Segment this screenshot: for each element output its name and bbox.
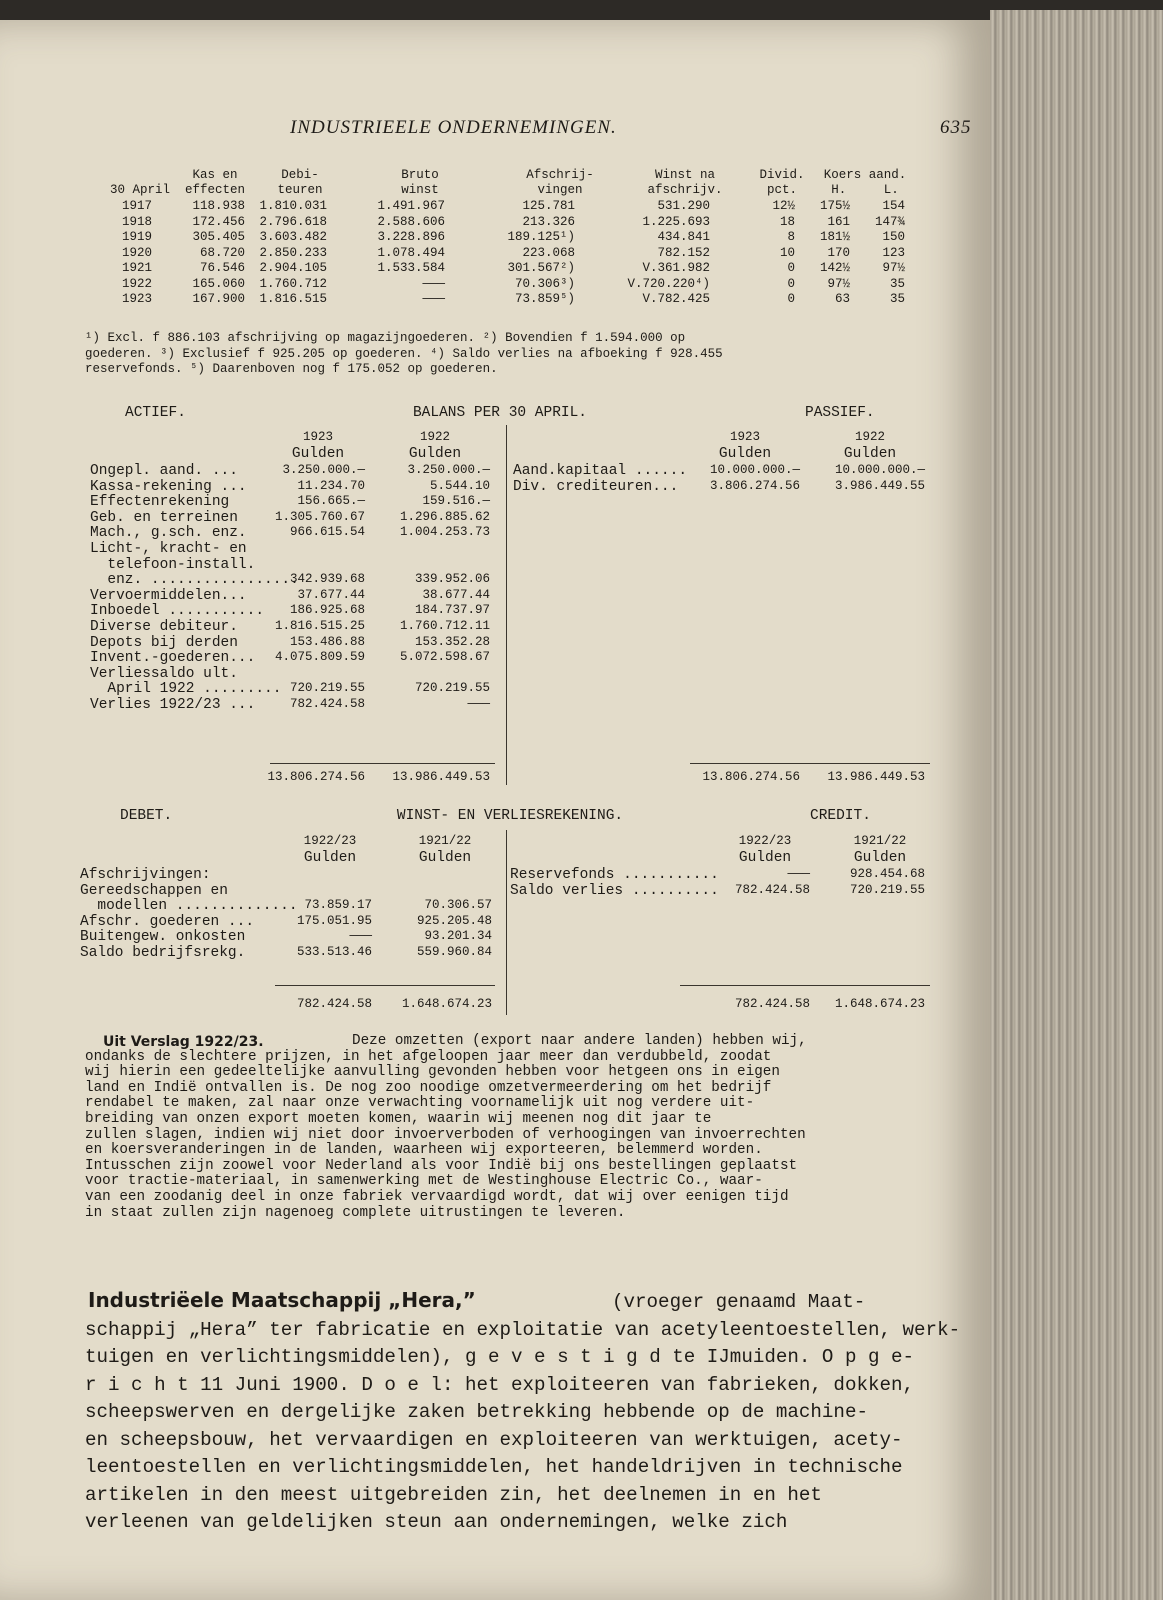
actief-value-1923: 966.615.54: [289, 525, 365, 540]
total-value: 13.986.449.53: [392, 770, 490, 784]
entry-line: schappij „Hera” ter fabricatie en exploitatie van acetyleentoestellen, werk-: [85, 1318, 961, 1341]
debet-value-1922-23: 175.051.95: [296, 913, 372, 928]
year-header: 1921/22: [418, 834, 472, 848]
unit-header: Gulden: [718, 446, 772, 462]
table-cell: 161: [827, 214, 850, 229]
table-cell: 1.078.494: [377, 245, 445, 260]
actief-item: Verliessaldo ult.: [90, 665, 238, 682]
unit-header: Gulden: [738, 850, 792, 866]
table-cell: 2.588.606: [377, 214, 445, 229]
credit-item: Reservefonds ...........: [510, 867, 719, 883]
entry-line: scheepswerven en dergelijke zaken betrekking hebbende op de machine-: [85, 1401, 868, 1423]
table-cell: 1.533.584: [377, 261, 445, 275]
section-title: BALANS PER 30 APRIL.: [412, 405, 588, 421]
passief-value-1922: 3.986.449.55: [834, 478, 925, 493]
debet-value-1922-23: 533.513.46: [296, 945, 372, 959]
debet-item: Buitengew. onkosten: [80, 929, 246, 946]
year-header: 1922/23: [303, 834, 357, 848]
table-cell: 154: [882, 199, 905, 213]
total-value: 13.986.449.53: [827, 770, 925, 784]
entry-line: (vroeger genaamd Maat-: [612, 1291, 866, 1313]
entry-line: tuigen en verlichtingsmiddelen), g e v e s t i g d te IJmuiden. O p g e-: [85, 1346, 915, 1368]
report-line: en koersveranderingen in de landen, waarheen wij exporteeren, belemmerd worden.: [85, 1142, 763, 1159]
year-header: 1923: [302, 430, 333, 444]
report-line: zullen slagen, indien wij niet door invoerverboden of verhoogingen van invoerrechten: [85, 1126, 806, 1143]
table-cell: ———: [422, 276, 445, 291]
table-cell: 123: [882, 245, 905, 260]
actief-item: Vervoermiddelen...: [90, 587, 247, 604]
debet-item: Afschrijvingen:: [80, 867, 211, 883]
report-line: Intusschen zijn zoowel voor Nederland als voor Indië bij ons bestellingen geplaatst: [85, 1157, 798, 1174]
table-cell: 10: [779, 245, 795, 260]
table-cell: 1.225.693: [642, 214, 710, 229]
debet-value-1922-23: 73.859.17: [304, 898, 372, 913]
actief-value-1922: 1.760.712.11: [399, 619, 490, 633]
year-header: 1922: [854, 430, 885, 444]
debet-item: Afschr. goederen ...: [80, 913, 255, 930]
column-header: effecten: [184, 183, 245, 197]
debet-value-1921-22: 93.201.34: [424, 929, 492, 944]
unit-header: Gulden: [408, 446, 462, 462]
year-header: 1923: [729, 430, 760, 444]
table-cell: 2.904.105: [259, 261, 327, 275]
credit-value-1922-23: ———: [787, 867, 810, 881]
actief-item: Depots bij derden: [90, 634, 238, 651]
passief-value-1922: 10.000.000.—: [834, 463, 925, 477]
table-cell: 97½: [827, 276, 850, 291]
table-cell: 35: [889, 292, 905, 306]
table-cell: 12½: [772, 199, 795, 213]
table-cell: 3.228.896: [377, 230, 445, 244]
year-cell: 1918: [122, 214, 153, 229]
column-header: H. L.: [831, 183, 899, 197]
table-cell: V.361.982: [642, 261, 710, 275]
table-cell: 223.068: [522, 245, 575, 260]
table-cell: 70.306³): [514, 276, 575, 291]
column-header: Afschrij-: [526, 168, 594, 182]
actief-value-1923: 156.665.—: [297, 494, 365, 509]
actief-value-1923: 4.075.809.59: [274, 650, 365, 665]
actief-value-1922: 339.952.06: [414, 572, 490, 587]
table-cell: 213.326: [522, 214, 575, 229]
actief-item: Geb. en terreinen: [90, 509, 238, 526]
page-edges: [990, 10, 1163, 1600]
total-value: 1.648.674.23: [401, 997, 492, 1011]
total-rule: [690, 763, 930, 764]
entry-line: verleenen van geldelijken steun aan ondernemingen, welke zich: [85, 1511, 788, 1533]
table-cell: 165.060: [192, 276, 245, 291]
actief-value-1922: 720.219.55: [414, 681, 490, 696]
year-cell: 1919: [122, 230, 153, 244]
report-lead: Uit Verslag 1922/23.: [103, 1034, 264, 1050]
year-header: 1922: [419, 430, 450, 444]
column-header: Bruto: [401, 168, 439, 182]
actief-value-1922: 5.072.598.67: [399, 650, 490, 665]
table-cell: 1.760.712: [259, 276, 327, 291]
debet-item: modellen ..............: [80, 898, 298, 915]
table-cell: 189.125¹): [507, 230, 575, 244]
table-cell: 2.796.618: [259, 214, 327, 229]
table-cell: V.720.220⁴): [627, 276, 710, 291]
actief-value-1922: 5.544.10: [429, 478, 490, 493]
table-cell: 305.405: [192, 230, 245, 244]
year-header: 1922/23: [738, 834, 792, 848]
column-header: Kas en: [192, 168, 238, 182]
actief-value-1922: 1.004.253.73: [399, 525, 490, 540]
passief-value-1923: 10.000.000.—: [709, 463, 800, 477]
actief-item: telefoon-install.: [90, 556, 256, 573]
actief-value-1923: 342.939.68: [289, 572, 365, 587]
actief-value-1922: ———: [467, 697, 490, 711]
actief-value-1922: 153.352.28: [414, 634, 490, 649]
table-cell: 1.491.967: [377, 199, 445, 213]
actief-item: Licht-, kracht- en: [90, 541, 247, 557]
table-cell: 434.841: [657, 230, 710, 244]
unit-header: Gulden: [418, 850, 472, 866]
column-header: Debi-: [281, 168, 319, 182]
column-divider: [506, 425, 507, 785]
report-line: ondanks de slechtere prijzen, in het afgeloopen jaar meer dan verdubbeld, zoodat: [85, 1048, 772, 1065]
actief-value-1923: 1.816.515.25: [274, 619, 365, 633]
passief-item: Div. crediteuren...: [513, 478, 679, 495]
actief-value-1923: 3.250.000.—: [282, 463, 365, 477]
table-cell: 181½: [819, 230, 850, 244]
actief-value-1923: 153.486.88: [289, 634, 365, 649]
running-head: INDUSTRIEELE ONDERNEMINGEN.: [290, 117, 617, 138]
report-line: Deze omzetten (export naar andere landen) hebben wij,: [352, 1033, 807, 1049]
table-cell: 301.567²): [507, 261, 575, 275]
actief-value-1922: 3.250.000.—: [407, 463, 490, 477]
table-cell: 0: [787, 292, 795, 306]
report-line: in staat zullen zijn nagenoeg complete uitrustingen te leveren.: [85, 1204, 626, 1221]
credit-value-1921-22: 720.219.55: [849, 882, 925, 897]
table-cell: 35: [889, 276, 905, 291]
year-cell: 1921: [122, 261, 153, 275]
table-cell: 175½: [819, 199, 850, 213]
column-header: Divid.: [759, 168, 805, 182]
unit-header: Gulden: [303, 850, 357, 866]
unit-header: Gulden: [291, 446, 345, 462]
table-cell: 172.456: [192, 214, 245, 229]
table-cell: 8: [787, 230, 795, 244]
year-cell: 1920: [122, 245, 153, 260]
total-value: 1.648.674.23: [834, 997, 925, 1011]
year-header: 1921/22: [853, 834, 907, 848]
column-header: teuren: [277, 183, 323, 197]
report-line: land en Indië ontvallen is. De nog zoo noodige omzetvermeerdering om het bedrijf: [85, 1079, 772, 1096]
report-line: voor tractie-materiaal, in samenwerking met de Westinghouse Electric Co., waar-: [85, 1173, 763, 1190]
actief-item: April 1922 .........: [90, 681, 282, 698]
column-header: winst: [401, 183, 439, 197]
actief-value-1923: 1.305.760.67: [274, 509, 365, 524]
actief-item: Ongepl. aand. ...: [90, 463, 238, 479]
debet-label: DEBET.: [120, 808, 173, 824]
footnote: goederen. ³) Exclusief f 925.205 op goederen. ⁴) Saldo verlies na afboeking f 928.455: [85, 346, 723, 361]
actief-value-1922: 1.296.885.62: [399, 509, 490, 524]
table-cell: 97½: [882, 261, 905, 275]
entry-line: r i c h t 11 Juni 1900. D o e l: het exploiteeren van fabrieken, dokken,: [85, 1373, 915, 1396]
table-cell: 118.938: [192, 199, 245, 213]
passief-label: PASSIEF.: [805, 405, 875, 421]
credit-label: CREDIT.: [810, 808, 871, 824]
table-cell: 18: [779, 214, 795, 229]
debet-value-1921-22: 559.960.84: [416, 945, 492, 959]
actief-value-1923: 782.424.58: [289, 697, 365, 711]
table-cell: 167.900: [192, 292, 245, 306]
actief-value-1922: 38.677.44: [422, 587, 490, 602]
column-header: afschrijv.: [647, 183, 723, 197]
table-cell: 150: [882, 230, 905, 244]
table-cell: 73.859⁵): [514, 292, 575, 306]
column-header: vingen: [537, 183, 583, 197]
table-cell: 531.290: [657, 199, 710, 213]
actief-item: Effectenrekening: [90, 494, 230, 511]
table-cell: V.782.425: [642, 292, 710, 306]
actief-item: Inboedel ...........: [90, 603, 265, 620]
actief-value-1922: 184.737.97: [414, 603, 490, 618]
actief-value-1923: 11.234.70: [297, 478, 365, 493]
passief-item: Aand.kapitaal ......: [513, 463, 688, 479]
table-cell: 76.546: [199, 261, 245, 275]
section-title: WINST- EN VERLIESREKENING.: [396, 808, 624, 824]
table-cell: 782.152: [657, 245, 710, 260]
debet-value-1921-22: 925.205.48: [416, 913, 492, 928]
unit-header: Gulden: [853, 850, 907, 866]
actief-item: enz. .................: [90, 572, 299, 589]
column-header: 30 April: [109, 183, 170, 197]
credit-item: Saldo verlies ..........: [510, 882, 719, 899]
actief-value-1923: 37.677.44: [297, 587, 365, 602]
column-header: Koers aand.: [823, 168, 907, 182]
column-header: Winst na: [654, 168, 715, 182]
actief-value-1923: 186.925.68: [289, 603, 365, 618]
report-line: breiding van onzen export moeten komen, waarin wij meenen nog dit jaar te: [85, 1111, 712, 1127]
table-cell: 125.781: [522, 199, 575, 213]
total-value: 782.424.58: [296, 997, 372, 1011]
column-divider: [506, 830, 507, 1015]
table-cell: 147¾: [874, 214, 905, 229]
table-cell: 1.816.515: [259, 292, 327, 306]
total-rule: [680, 985, 930, 986]
table-cell: 1.810.031: [259, 199, 327, 213]
debet-value-1922-23: ———: [349, 929, 372, 944]
actief-value-1923: 720.219.55: [289, 681, 365, 696]
total-value: 782.424.58: [734, 997, 810, 1011]
table-cell: 68.720: [199, 245, 245, 260]
company-heading: Industriëele Maatschappij „Hera,”: [88, 1288, 476, 1312]
entry-line: en scheepsbouw, het vervaardigen en exploiteeren van werktuigen, acety-: [85, 1428, 903, 1451]
actief-item: Mach., g.sch. enz.: [90, 525, 247, 542]
credit-value-1921-22: 928.454.68: [849, 867, 925, 881]
table-cell: 2.850.233: [259, 245, 327, 260]
year-cell: 1917: [122, 199, 153, 213]
unit-header: Gulden: [843, 446, 897, 462]
debet-item: Saldo bedrijfsrekg.: [80, 945, 246, 961]
entry-line: artikelen in den meest uitgebreiden zin, het deelnemen in en het: [85, 1483, 822, 1506]
table-cell: 0: [787, 261, 795, 275]
report-line: rendabel te maken, zal naar onze verwachting voornamelijk uit nog verdere uit-: [85, 1095, 755, 1112]
year-cell: 1922: [122, 276, 153, 291]
entry-line: leentoestellen en verlichtingsmiddelen, het handeldrijven in technische: [85, 1456, 903, 1478]
total-value: 13.806.274.56: [702, 770, 800, 784]
table-cell: ———: [422, 292, 445, 306]
report-line: van een zoodanig deel in onze fabriek vervaardigd wordt, dat wij over eenigen tijd: [85, 1189, 789, 1205]
table-cell: 3.603.482: [259, 230, 327, 244]
credit-value-1922-23: 782.424.58: [734, 882, 810, 897]
actief-label: ACTIEF.: [125, 405, 186, 421]
footnote: reservefonds. ⁵) Daarenboven nog f 175.052 op goederen.: [85, 362, 498, 376]
actief-value-1922: 159.516.—: [422, 494, 490, 509]
page-number: 635: [940, 117, 972, 138]
table-cell: 170: [827, 245, 850, 260]
actief-item: Kassa-rekening ...: [90, 478, 247, 495]
table-cell: 63: [834, 292, 850, 306]
total-rule: [275, 985, 495, 986]
debet-value-1921-22: 70.306.57: [424, 898, 492, 913]
total-value: 13.806.274.56: [267, 770, 365, 784]
actief-item: Diverse debiteur.: [90, 619, 238, 635]
debet-item: Gereedschappen en: [80, 882, 228, 899]
actief-item: Invent.-goederen...: [90, 650, 256, 667]
footnote: ¹) Excl. f 886.103 afschrijving op magazijngoederen. ²) Bovendien f 1.594.000 op: [85, 331, 686, 345]
year-cell: 1923: [122, 292, 153, 306]
column-header: pct.: [766, 183, 797, 197]
actief-item: Verlies 1922/23 ...: [90, 697, 256, 713]
report-line: wij hierin een gedeeltelijke aanvulling gevonden hebben voor hetgeen ons in eigen: [85, 1064, 780, 1081]
passief-value-1923: 3.806.274.56: [709, 478, 800, 493]
table-cell: 0: [787, 276, 795, 291]
table-cell: 142½: [819, 261, 850, 275]
total-rule: [270, 763, 495, 764]
